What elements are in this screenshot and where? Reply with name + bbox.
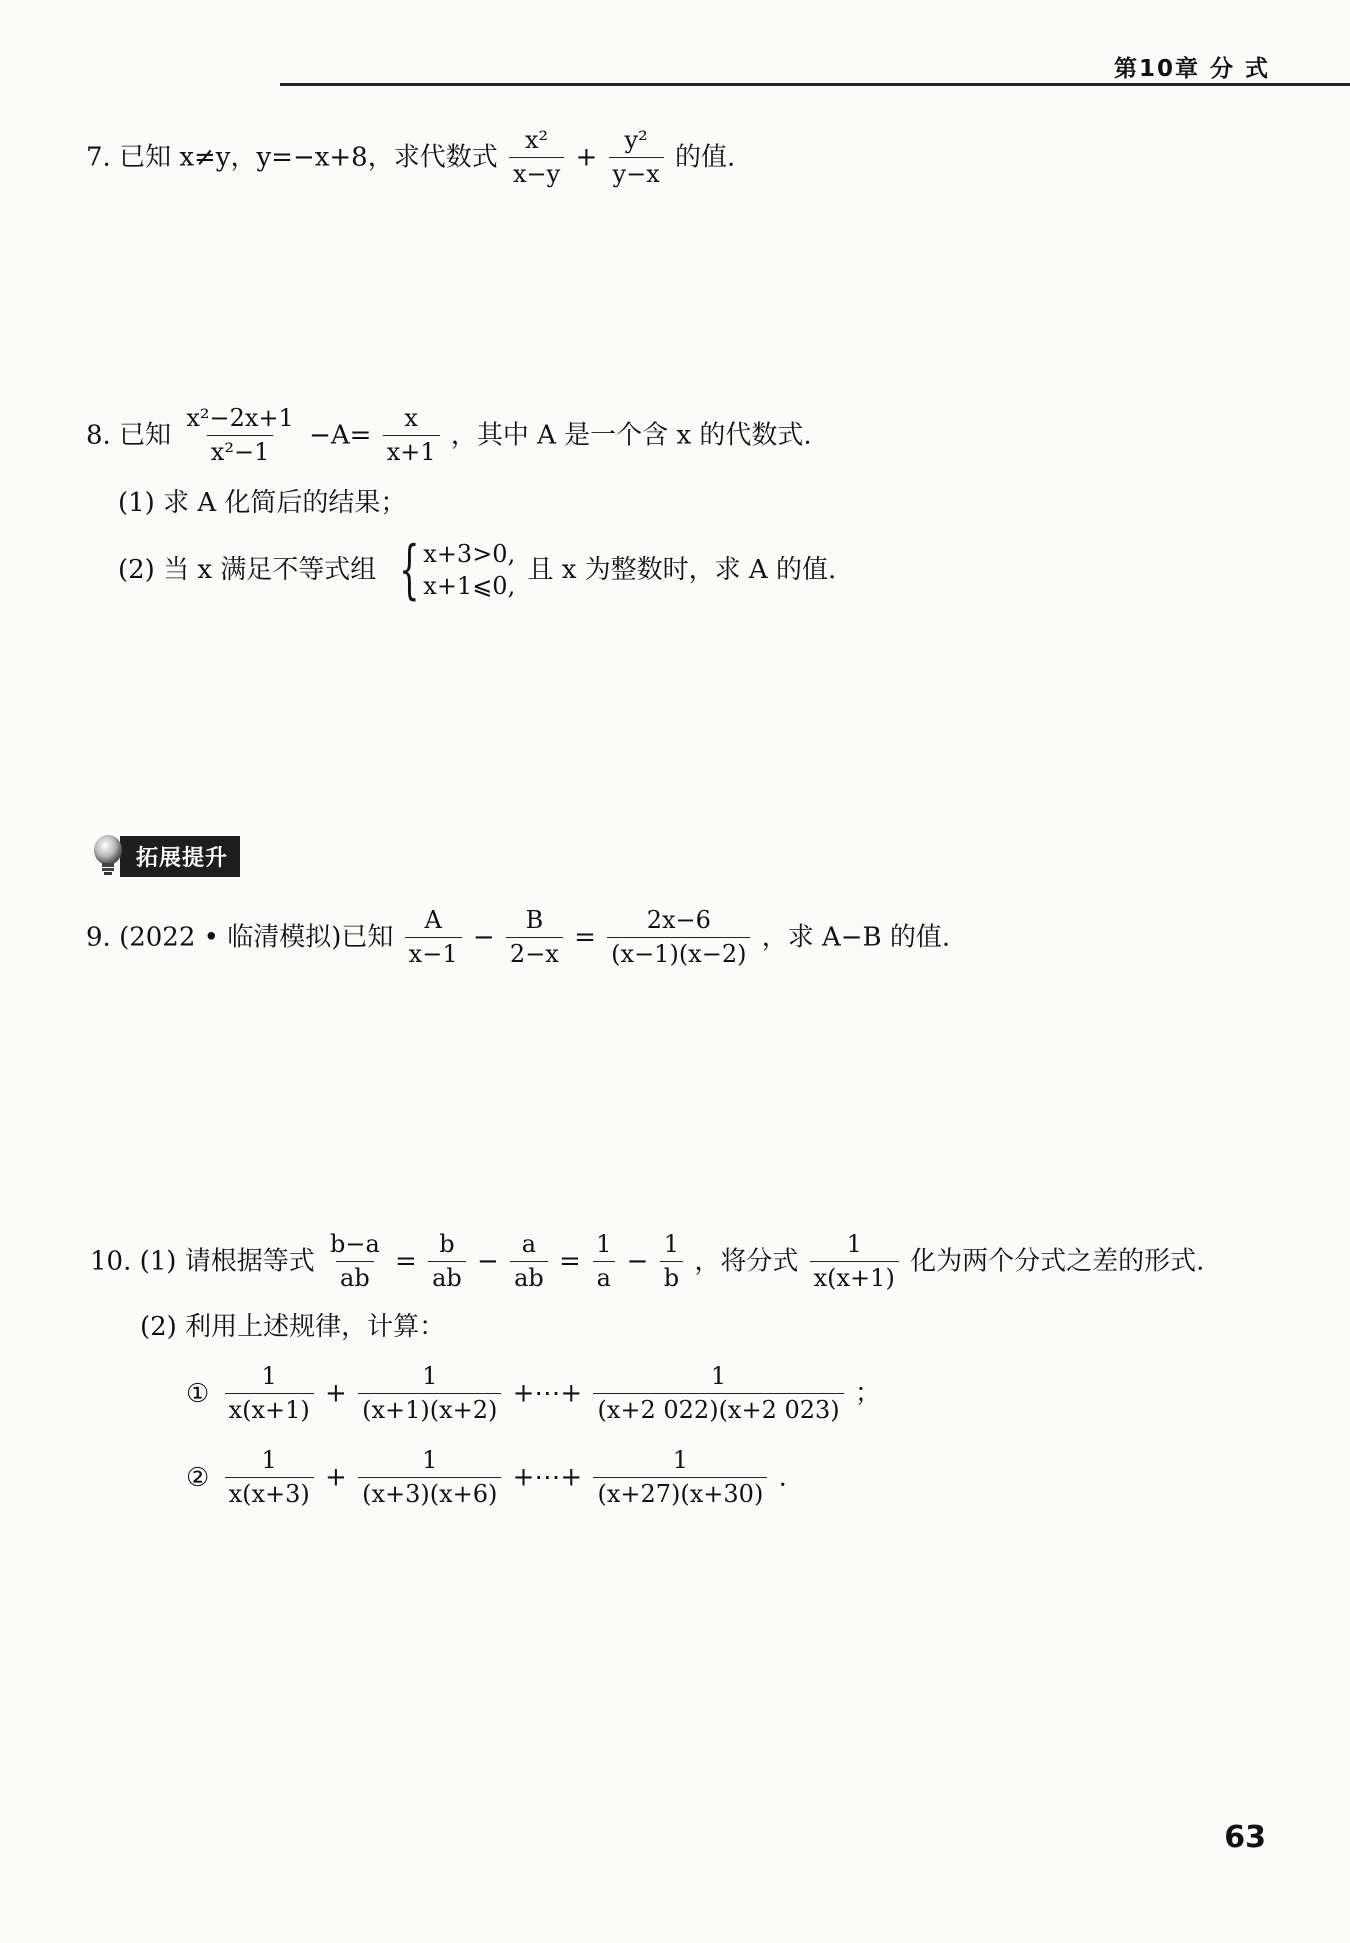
fraction-denominator: x(x+3) (225, 1477, 314, 1507)
question-7 (86, 128, 735, 187)
question-8 (86, 406, 812, 465)
fraction-denominator: (x+1)(x+2) (358, 1393, 501, 1423)
fraction-numerator: b−a (329, 1230, 380, 1258)
fraction-numerator: x (404, 404, 418, 432)
plus-sign: + (575, 142, 598, 173)
sum-1-fraction-c (593, 1364, 843, 1423)
q10-sum-1 (186, 1364, 881, 1423)
fraction-denominator: (x−1)(x−2) (607, 937, 750, 967)
circled-one-marker: ① (186, 1378, 210, 1409)
q10-sum-2 (186, 1448, 787, 1507)
q10-suffix: 化为两个分式之差的形式. (910, 1246, 1205, 1277)
q9-fraction-2 (506, 908, 563, 967)
fraction-denominator: ab (428, 1261, 466, 1291)
q7-fraction-2 (609, 128, 664, 187)
fraction-denominator: x²−1 (207, 435, 274, 465)
fraction-numerator: x² (525, 126, 549, 154)
fraction-denominator: x+1 (383, 435, 440, 465)
q10-prefix: 10. (1) 请根据等式 (90, 1246, 315, 1277)
fraction-numerator: B (525, 906, 544, 934)
sum-1-fraction-a (225, 1364, 314, 1423)
q9-suffix: ，求 A−B 的值. (761, 922, 951, 953)
circled-two-marker: ② (186, 1462, 210, 1493)
q8-mid: −A= (309, 420, 372, 451)
fraction-denominator: 2−x (506, 937, 563, 967)
q8-prefix: 8. 已知 (86, 420, 172, 451)
fraction-denominator: x−y (509, 157, 564, 187)
fraction-numerator: a (521, 1230, 537, 1258)
plus-sign: + (325, 1378, 347, 1409)
fraction-numerator: 1 (422, 1446, 438, 1474)
q9-prefix: 9. (2022 • 临清模拟)已知 (86, 922, 394, 953)
q7-fraction-1 (509, 128, 564, 187)
q10-mid: ，将分式 (694, 1246, 799, 1277)
q8-fraction-2 (383, 406, 440, 465)
sum-2-fraction-a (225, 1448, 314, 1507)
q8-part-1: (1) 求 A 化简后的结果； (118, 488, 407, 518)
header-rule (280, 83, 1350, 86)
fraction-numerator: 1 (596, 1230, 612, 1258)
q10-fraction-6 (810, 1232, 899, 1291)
fraction-numerator: 1 (710, 1362, 727, 1390)
section-badge (92, 834, 240, 878)
q10-part-2: (2) 利用上述规律，计算： (140, 1312, 446, 1342)
fraction-denominator: x(x+1) (225, 1393, 314, 1423)
fraction-numerator: 1 (422, 1362, 438, 1390)
fraction-denominator: (x+2 022)(x+2 023) (593, 1393, 843, 1423)
sum-2-fraction-b (358, 1448, 501, 1507)
inequality-1: x+3>0, (423, 540, 516, 568)
fraction-numerator: x²−2x+1 (186, 404, 294, 432)
minus-sign: − (477, 1246, 499, 1277)
fraction-numerator: 1 (663, 1230, 680, 1258)
fraction-numerator: b (439, 1230, 455, 1258)
q8-suffix: ，其中 A 是一个含 x 的代数式. (450, 420, 812, 451)
fraction-denominator: (x+3)(x+6) (358, 1477, 501, 1507)
ellipsis-sum: +⋯+ (512, 1378, 583, 1409)
fraction-numerator: 1 (672, 1446, 689, 1474)
sum-1-end: ； (854, 1378, 881, 1409)
fraction-denominator: x(x+1) (810, 1261, 899, 1291)
fraction-numerator: 1 (261, 1362, 277, 1390)
sum-1-fraction-b (358, 1364, 501, 1423)
equals-sign: = (559, 1246, 581, 1277)
fraction-denominator: a (593, 1261, 615, 1291)
fraction-denominator: b (660, 1261, 683, 1291)
question-10 (90, 1232, 1204, 1291)
q10-fraction-4 (592, 1232, 615, 1291)
fraction-denominator: x−1 (405, 937, 462, 967)
minus-sign: − (626, 1246, 649, 1277)
page-number: 63 (1224, 1820, 1266, 1855)
q8-part-2-prefix: (2) 当 x 满足不等式组 (118, 555, 377, 585)
equals-sign: = (395, 1246, 417, 1277)
lightbulb-icon (92, 834, 124, 878)
fraction-numerator: 2x−6 (646, 906, 711, 934)
equals-sign: = (574, 922, 596, 953)
q8-part-2-suffix: 且 x 为整数时，求 A 的值. (527, 555, 837, 585)
q10-fraction-2 (428, 1232, 466, 1291)
fraction-numerator: A (424, 906, 442, 934)
q7-prefix: 7. 已知 x≠y，y=−x+8，求代数式 (86, 142, 498, 173)
minus-sign: − (472, 922, 495, 953)
plus-sign: + (325, 1462, 347, 1493)
fraction-denominator: (x+27)(x+30) (593, 1477, 767, 1507)
section-title: 拓展提升 (120, 836, 240, 877)
inequality-2: x+1⩽0, (423, 572, 516, 600)
fraction-numerator: y² (624, 126, 648, 154)
q10-fraction-1 (326, 1232, 384, 1291)
sum-2-fraction-c (593, 1448, 767, 1507)
inequality-system (389, 533, 516, 607)
q8-fraction-1 (182, 406, 297, 465)
q7-suffix: 的值. (675, 142, 736, 173)
q9-fraction-3 (607, 908, 750, 967)
q10-fraction-3 (510, 1232, 548, 1291)
fraction-denominator: y−x (609, 157, 664, 187)
q8-part-2 (118, 533, 837, 607)
ellipsis-sum: +⋯+ (512, 1462, 583, 1493)
chapter-header: 第10章 分 式 (1113, 56, 1270, 82)
fraction-denominator: ab (510, 1261, 548, 1291)
question-9 (86, 908, 950, 967)
fraction-numerator: 1 (846, 1230, 862, 1258)
fraction-denominator: ab (336, 1261, 374, 1291)
left-brace: { (398, 533, 420, 607)
sum-2-end: . (778, 1462, 787, 1493)
q10-fraction-5 (660, 1232, 683, 1291)
fraction-numerator: 1 (261, 1446, 277, 1474)
q9-fraction-1 (405, 908, 462, 967)
